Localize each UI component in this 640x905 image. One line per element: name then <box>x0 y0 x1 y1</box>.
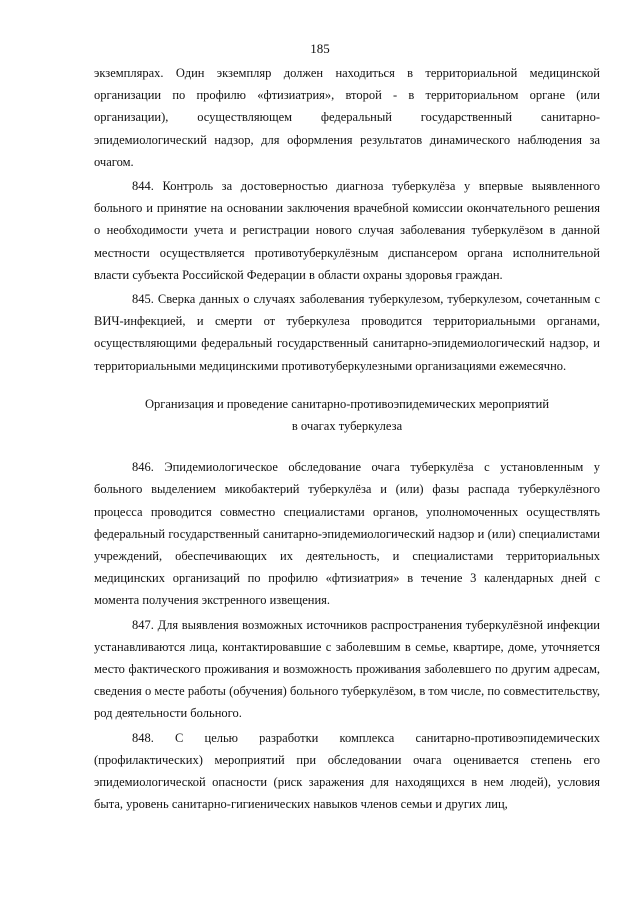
paragraph-continuation: экземплярах. Один экземпляр должен находиться в территориальной медицинской организации по профилю «фтизиатрия», второй - в территориальном органе (или организации), осуществляющем федеральный государственный санитарно-эпидемиологический надзор, для оформления результатов динамического наблюдения за очагом. <box>94 66 600 169</box>
paragraph-845: 845. Сверка данных о случаях заболевания туберкулезом, туберкулезом, сочетанным с ВИЧ-инфекцией, и смерти от туберкулеза проводится территориальными органами, осуществляющими федеральный государственный санитарно-эпидемиологический надзор, и территориальными медицинскими противотуберкулезными организациями ежемесячно. <box>94 292 600 373</box>
document-body <box>94 62 600 816</box>
section-heading-line-1: Организация и проведение санитарно-противоэпидемических мероприятий <box>144 396 550 411</box>
section-heading <box>94 393 600 437</box>
paragraph-847: 847. Для выявления возможных источников распространения туберкулёзной инфекции устанавливаются лица, контактировавшие с заболевшим в семье, квартире, доме, уточняется место фактического проживания и возможность проживания заболевшего по другим адресам, сведения о месте работы (обучения) больного туберкулёзом, в том числе, по совместительству, род деятельности больного. <box>94 617 600 721</box>
paragraph-848: 848. С целью разработки комплекса санитарно-противоэпидемических (профилактических) мероприятий при обследовании очага оценивается степень его эпидемиологической опасности (риск заражения для находящихся в нем людей), условия быта, уровень санитарно-гигиенических навыков членов семьи и других лиц, <box>94 730 600 812</box>
section-heading-line-2: в очагах туберкулеза <box>291 419 403 434</box>
page-number: 185 <box>310 41 330 56</box>
paragraph-844: 844. Контроль за достоверностью диагноза туберкулёза у впервые выявленного больного и принятие на основании заключения врачебной комиссии окончательного решения о необходимости учета и регистрации нового случая заболевания туберкулёзом в данной местности осуществляется противотуберкулёзным диспансером органа исполнительной власти субъекта Российской Федерации в области охраны здоровья граждан. <box>94 179 600 282</box>
paragraph-846: 846. Эпидемиологическое обследование очага туберкулёза с установленным у больного выделением микобактерий туберкулёза и (или) фазы распада туберкулёзного процесса проводится совместно специалистами органов, уполномоченных осуществлять федеральный государственный санитарно-эпидемиологический надзор и (или) специалистами учреждений, обеспечивающих их деятельность, и специалистами территориальных медицинских организаций по профилю «фтизиатрия» в течение 3 календарных дней с момента получения экстренного извещения. <box>94 460 600 608</box>
